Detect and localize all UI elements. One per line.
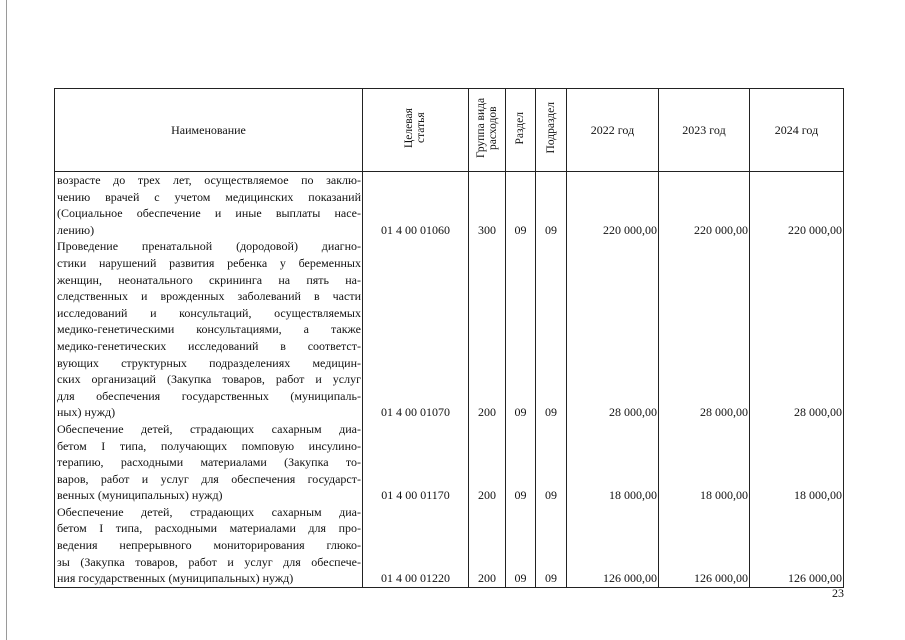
row-section: 09 <box>506 238 536 421</box>
name-line: ведения непрерывного мониторирования глюко- <box>57 538 361 553</box>
header-section <box>506 89 536 172</box>
name-line: ских организаций (Закупка товаров, работ и услуг <box>57 372 361 387</box>
header-expense-group <box>469 89 506 172</box>
header-2024 <box>750 89 844 172</box>
row-2024: 126 000,00 <box>750 504 844 587</box>
name-line: терапию, расходными материалами (Закупка то- <box>57 455 361 470</box>
row-group: 200 <box>469 504 506 587</box>
name-line: бетом I типа, получающих помповую инсулино- <box>57 438 361 453</box>
name-line: Обеспечение детей, страдающих сахарным диа- <box>57 421 361 436</box>
row-subsection: 09 <box>536 172 567 239</box>
table-body <box>55 172 844 588</box>
row-2024: 28 000,00 <box>750 238 844 421</box>
budget-table <box>54 88 844 588</box>
name-line: исследований и консультаций, осуществляемых <box>57 305 361 320</box>
row-name-cell <box>55 421 363 504</box>
name-line: медико-генетических исследований в соответст- <box>57 338 361 353</box>
header-subsection-text: Подраздел <box>544 102 557 154</box>
header-2022 <box>567 89 659 172</box>
header-expense-group-text: Группа вида расходов <box>474 97 499 159</box>
header-subsection <box>536 89 567 172</box>
row-subsection: 09 <box>536 504 567 587</box>
row-group: 200 <box>469 238 506 421</box>
name-line: ных) нужд) <box>57 405 116 420</box>
table-row <box>55 172 844 239</box>
header-2023-text: 2023 год <box>682 122 726 137</box>
row-2024: 18 000,00 <box>750 421 844 504</box>
row-2022: 220 000,00 <box>567 172 659 239</box>
header-target-article <box>363 89 469 172</box>
name-line: чению врачей с учетом медицинских показаний <box>57 189 361 204</box>
name-line: варов, работ и услуг для обеспечения государст- <box>57 471 361 486</box>
row-2023: 220 000,00 <box>659 172 750 239</box>
row-section: 09 <box>506 421 536 504</box>
table-row <box>55 238 844 421</box>
header-2024-text: 2024 год <box>774 122 819 137</box>
header-2023 <box>659 89 750 172</box>
name-line: вующих структурных подразделениях медицин- <box>57 355 361 370</box>
name-line: возрасте до трех лет, осуществляемое по заклю- <box>57 173 361 187</box>
table-header <box>55 89 844 172</box>
header-name-text: Наименование <box>171 122 246 137</box>
header-target-article-text: Целевая статья <box>402 108 427 148</box>
name-line: венных (муниципальных) нужд) <box>57 488 223 503</box>
left-margin-line <box>6 0 7 640</box>
table-row <box>55 504 844 587</box>
name-line: лению) <box>57 222 95 237</box>
row-2023: 126 000,00 <box>659 504 750 587</box>
row-code: 01 4 00 01070 <box>363 238 469 421</box>
name-line: следственных и врожденных заболеваний в части <box>57 289 361 304</box>
row-group: 200 <box>469 421 506 504</box>
name-line: медико-генетическими консультациями, а также <box>57 322 361 337</box>
name-line: Проведение пренатальной (дородовой) диагно- <box>57 239 361 254</box>
row-section: 09 <box>506 504 536 587</box>
header-section-text: Раздел <box>514 111 527 145</box>
row-group: 300 <box>469 172 506 239</box>
row-name-cell <box>55 504 363 587</box>
row-name-cell <box>55 238 363 421</box>
name-line: женщин, неонатального скрининга на пять на- <box>57 272 361 287</box>
name-line: ния государственных (муниципальных) нужд) <box>57 571 294 586</box>
page-number: 23 <box>832 586 844 600</box>
row-code: 01 4 00 01060 <box>363 172 469 239</box>
table-row <box>55 421 844 504</box>
row-2022: 126 000,00 <box>567 504 659 587</box>
row-subsection: 09 <box>536 421 567 504</box>
name-line: для обеспечения государственных (муниципаль- <box>57 388 361 403</box>
row-2024: 220 000,00 <box>750 172 844 239</box>
budget-table-wrapper <box>54 88 844 588</box>
row-2022: 28 000,00 <box>567 238 659 421</box>
name-line: зы (Закупка товаров, работ и услуг для обеспече- <box>57 554 361 569</box>
row-2023: 28 000,00 <box>659 238 750 421</box>
row-name-cell <box>55 172 363 239</box>
row-2022: 18 000,00 <box>567 421 659 504</box>
row-code: 01 4 00 01220 <box>363 504 469 587</box>
row-section: 09 <box>506 172 536 239</box>
header-name <box>55 89 363 172</box>
row-2023: 18 000,00 <box>659 421 750 504</box>
name-line: бетом I типа, расходными материалами для про- <box>57 521 361 536</box>
name-line: Обеспечение детей, страдающих сахарным диа- <box>57 504 361 519</box>
name-line: (Социальное обеспечение и иные выплаты насе- <box>57 206 361 221</box>
name-line: стики нарушений развития ребенка у беременных <box>57 255 361 270</box>
row-subsection: 09 <box>536 238 567 421</box>
header-2022-text: 2022 год <box>590 122 635 137</box>
row-code: 01 4 00 01170 <box>363 421 469 504</box>
